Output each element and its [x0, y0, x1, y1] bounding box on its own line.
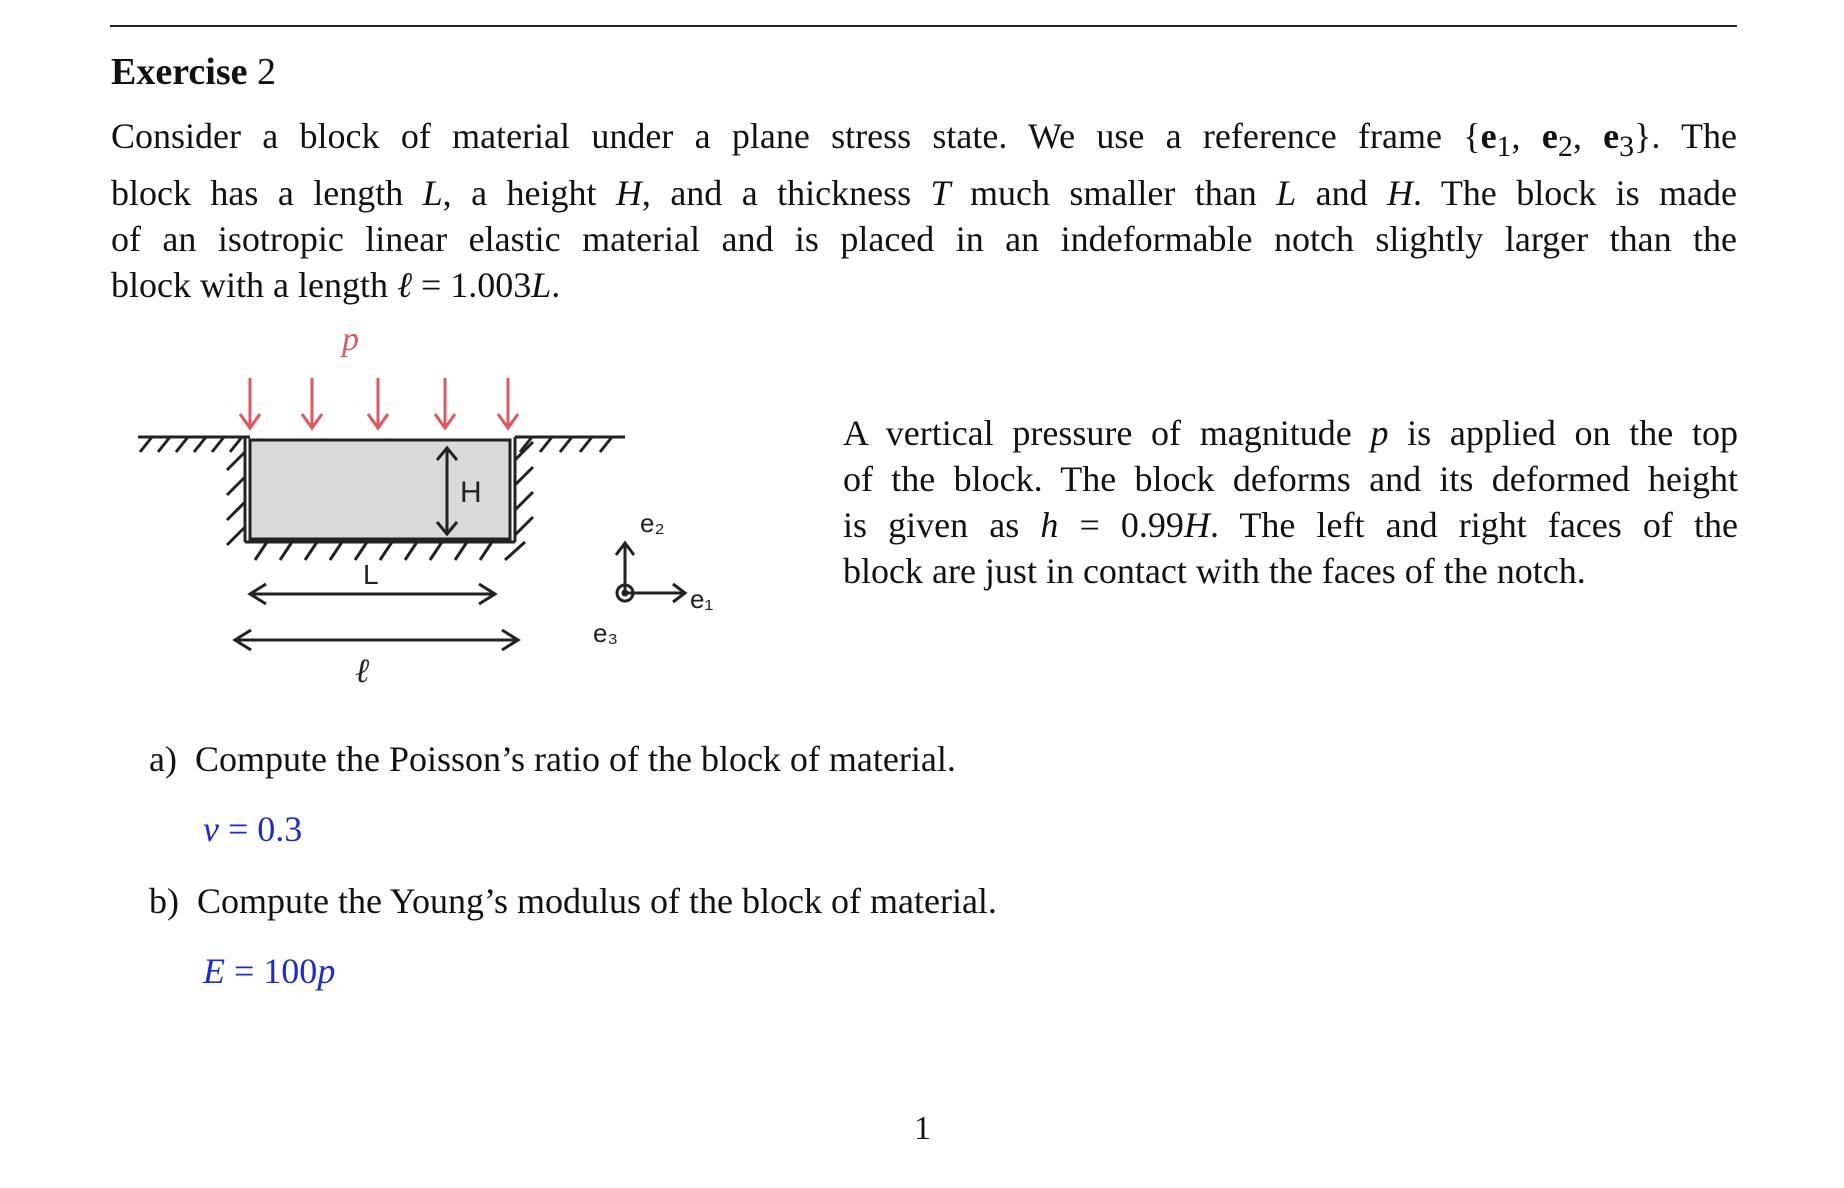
question-b: [149, 880, 997, 922]
side-line-4: block are just in contact with the faces of the notch.: [843, 551, 1586, 591]
pressure-arrow: [302, 378, 322, 428]
question-a: [149, 738, 956, 780]
pressure-arrow: [240, 378, 260, 428]
label-e2: e₂: [640, 508, 665, 538]
ground-right-hatch: [520, 437, 612, 452]
notch-bottom-hatch: [255, 542, 525, 560]
exercise-word: Exercise: [111, 51, 248, 93]
intro-line-1: Consider a block of material under a plane stress state. We use a reference frame {$e_1$, $e_2$, $e_3$}. The: [111, 116, 1737, 164]
answer-a: ν = 0.3: [203, 809, 303, 849]
question-b-text: Compute the Young’s modulus of the block of material.: [197, 881, 997, 921]
notch-diagram: [120, 310, 770, 690]
exercise-number: 2: [256, 51, 276, 93]
length-ell-arrow: [235, 630, 518, 650]
axes-triad: [616, 543, 685, 602]
label-e1: e₁: [690, 584, 714, 614]
answer-b: E = 100p: [203, 951, 336, 991]
label-e3: e₃: [593, 618, 619, 648]
pressure-arrows: [240, 378, 518, 428]
ground-left-hatch: [140, 437, 242, 452]
pressure-arrow: [368, 378, 388, 428]
intro-line-2: block has a length L, a height H, and a thickness T much smaller than L and H. The block is made: [111, 173, 1738, 214]
side-paragraph: [843, 410, 1738, 594]
top-rule: [110, 25, 1737, 27]
label-H: H: [460, 476, 482, 509]
exercise-title: [111, 50, 276, 94]
question-a-text: Compute the Poisson’s ratio of the block of material.: [194, 739, 956, 779]
pressure-arrow: [498, 378, 518, 428]
side-line-1: A vertical pressure of magnitude p is applied on the top: [843, 413, 1738, 453]
intro-line-3: of an isotropic linear elastic material and is placed in an indeformable notch slightly larger than the: [111, 219, 1737, 260]
page-number: 1: [914, 1110, 931, 1147]
question-a-label: a): [149, 739, 177, 779]
side-line-3: is given as h = 0.99H. The left and right faces of the: [843, 505, 1738, 545]
label-ell: ℓ: [355, 653, 370, 690]
pressure-arrow: [435, 378, 455, 428]
question-b-label: b): [149, 881, 179, 921]
intro-line-4: block with a length ℓ = 1.003L.: [111, 265, 561, 306]
label-p: p: [342, 321, 359, 358]
side-line-2: of the block. The block deforms and its deformed height: [843, 459, 1738, 499]
intro-paragraph: [111, 113, 1737, 308]
label-L: L: [363, 559, 379, 590]
